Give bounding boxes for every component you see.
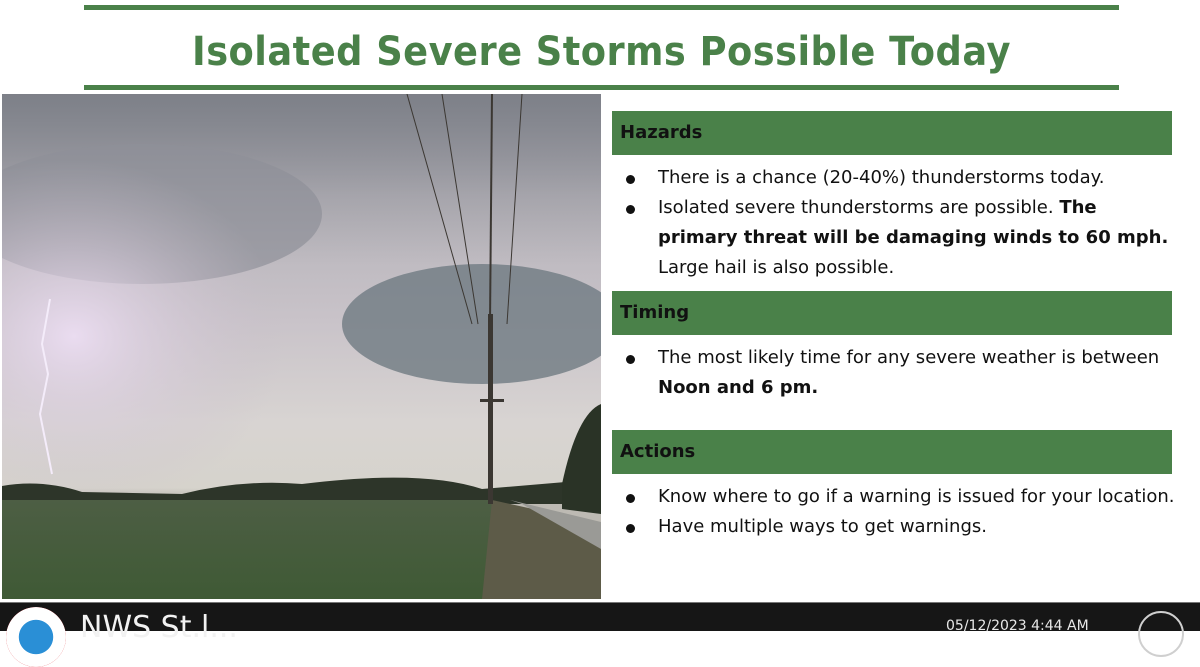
hazards-list (622, 163, 1182, 283)
title-rule-bottom (84, 85, 1119, 90)
bullet-icon (626, 205, 635, 214)
bullet-icon (626, 494, 635, 503)
bullet-icon (626, 524, 635, 533)
list-item: The most likely time for any severe weather is between Noon and 6 pm. (622, 343, 1182, 403)
agency-seal-icon (1138, 611, 1184, 657)
section-header-actions: Actions (612, 430, 1172, 474)
list-item: Have multiple ways to get warnings. (622, 512, 1182, 542)
nws-logo-icon (6, 607, 66, 667)
title-rule-top (84, 5, 1119, 10)
section-header-hazards: Hazards (612, 111, 1172, 155)
list-item: Know where to go if a warning is issued for your location. (622, 482, 1182, 512)
list-item: There is a chance (20-40%) thunderstorms today. (622, 163, 1182, 193)
slide-title: Isolated Severe Storms Possible Today (192, 29, 1011, 75)
list-item: Isolated severe thunderstorms are possible. The primary threat will be damaging winds to 60 mph. Large hail is also possible. (622, 193, 1182, 283)
footer-timestamp: 05/12/2023 4:44 AM (946, 618, 1089, 634)
bullet-icon (626, 175, 635, 184)
storm-photo (2, 94, 601, 599)
bullet-icon (626, 355, 635, 364)
storm-photo-illustration (2, 94, 601, 599)
actions-list (622, 482, 1182, 542)
timing-list (622, 343, 1182, 403)
footer-org-name: NWS St.l... (80, 610, 238, 645)
section-header-timing: Timing (612, 291, 1172, 335)
footer-bar (0, 602, 1200, 645)
